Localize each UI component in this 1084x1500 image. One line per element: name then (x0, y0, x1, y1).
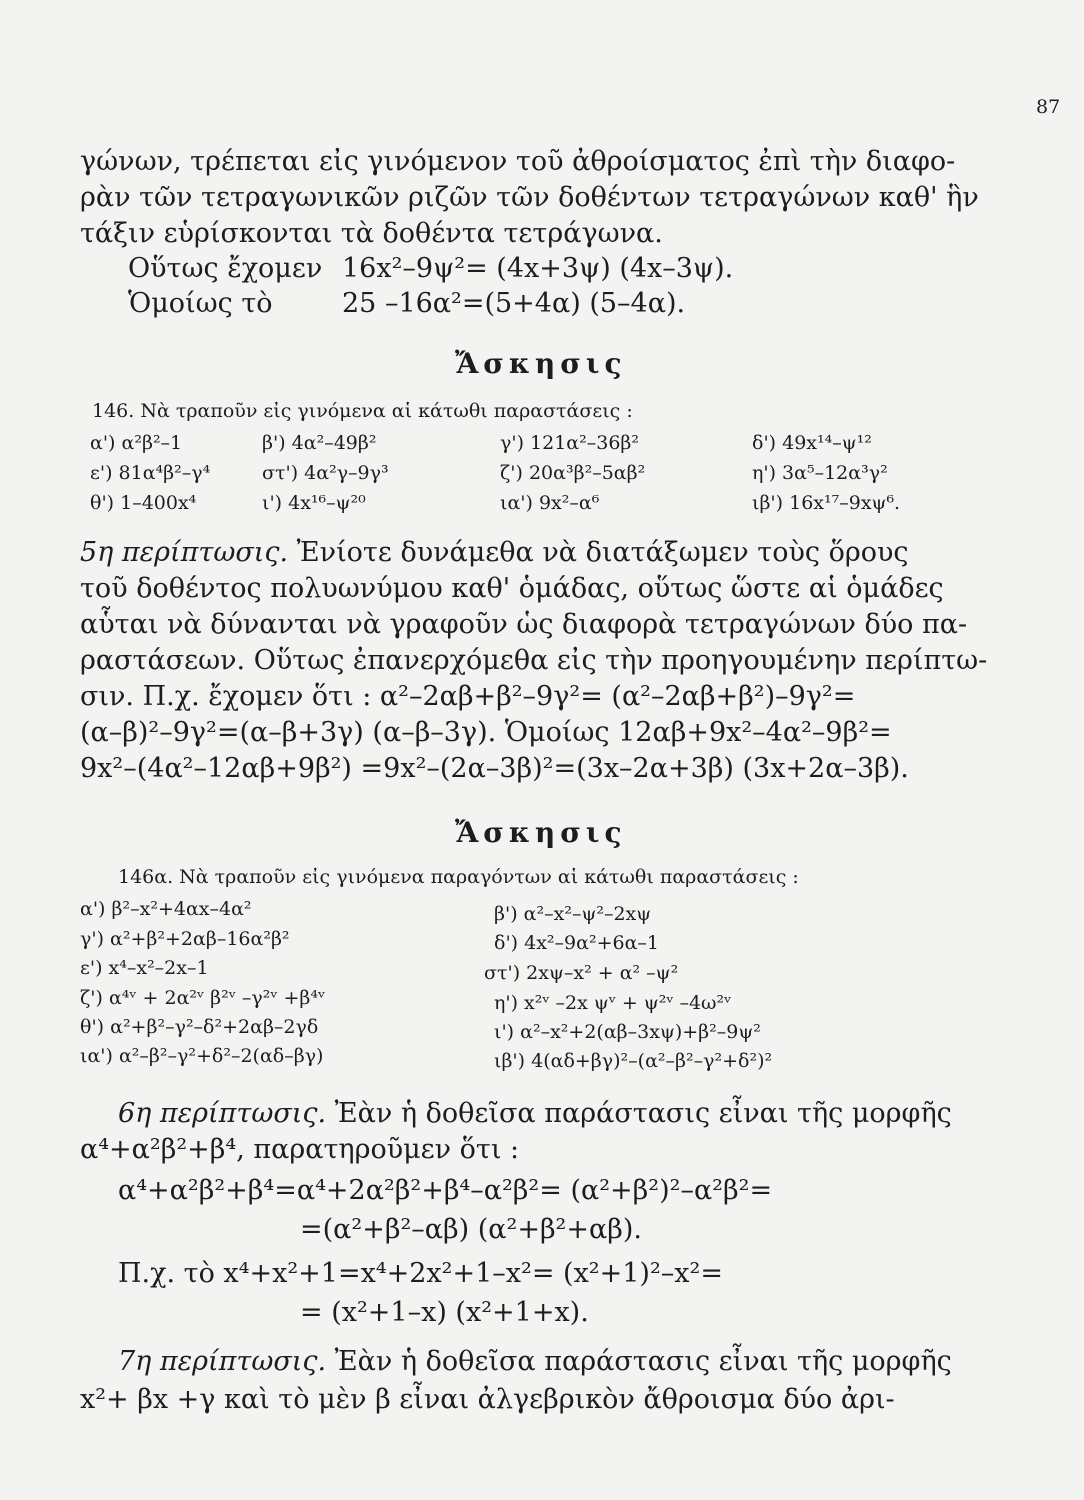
case-first-line (118, 1346, 952, 1377)
exercise-item: α') β²–x²+4αx–4α² (80, 898, 252, 920)
text-line: Ἐὰν ἡ δοθεῖσα παράστασις εἶναι τῆς μορφῆς (326, 1098, 952, 1129)
formula-line: = (x²+1–x) (x²+1+x). (300, 1297, 589, 1328)
text-line: Ἐνίοτε δυνάμεθα νὰ διατάξωμεν τοὺς ὅρους (288, 537, 909, 568)
exercise-item: β') 4α²–49β² (262, 432, 377, 454)
formula-line: Π.χ. τὸ x⁴+x²+1=x⁴+2x²+1–x²= (x²+1)²–x²= (118, 1258, 723, 1289)
text-line: (α–β)²–9γ²=(α–β+3γ) (α–β–3γ). Ὁμοίως 12αβ+9x²–4α²–9β²= (80, 717, 892, 748)
text-line: τάξιν εὑρίσκονται τὰ δοθέντα τετράγωνα. (80, 218, 663, 249)
text-line: τοῦ δοθέντος πολυωνύμου καθ' ὁμάδας, οὕτως ὥστε αἱ ὁμάδες (80, 573, 944, 604)
exercise-item: γ') α²+β²+2αβ–16α²β² (80, 928, 290, 950)
case-title: 5η περίπτωσις. (80, 537, 289, 568)
exercise-item: α') α²β²–1 (90, 432, 183, 454)
text-line: ραστάσεων. Οὕτως ἐπανερχόμεθα εἰς τὴν προηγουμένην περίπτω- (80, 645, 988, 676)
example-formula: 16x²–9ψ²= (4x+3ψ) (4x–3ψ). (342, 253, 734, 284)
exercise-item: η') x²ᵛ –2x ψᵛ + ψ²ᵛ –4ω²ᵛ (494, 992, 732, 1014)
exercise-item: ι') α²–x²+2(αβ–3xψ)+β²–9ψ² (494, 1021, 761, 1043)
text-line: Ἐὰν ἡ δοθεῖσα παράστασις εἶναι τῆς μορφῆς (326, 1346, 952, 1377)
exercise-intro: 146. Νὰ τραποῦν εἰς γινόμενα αἱ κάτωθι παραστάσεις : (92, 400, 633, 422)
exercise-item: στ') 2xψ–x² + α² –ψ² (484, 962, 679, 984)
example-formula: 25 –16α²=(5+4α) (5–4α). (342, 288, 686, 319)
exercise-item: ιβ') 4(αδ+βγ)²–(α²–β²–γ²+δ²)² (494, 1050, 773, 1072)
exercise-item: ι') 4x¹⁶–ψ²⁰ (262, 492, 366, 514)
example-label: Ὁμοίως τὸ (128, 288, 273, 319)
case-first-line (80, 537, 908, 568)
page-number: 87 (1036, 96, 1061, 118)
case-first-line (118, 1098, 952, 1129)
exercise-item: ε') 81α⁴β²–γ⁴ (90, 462, 211, 484)
exercise-item: θ') 1–400x⁴ (90, 492, 197, 514)
text-line: x²+ βx +γ καὶ τὸ μὲν β εἶναι ἀλγεβρικὸν ἄθροισμα δύο ἀρι- (80, 1384, 895, 1415)
example-label: Οὕτως ἔχομεν (128, 253, 323, 284)
exercise-item: ε') x⁴–x²–2x–1 (80, 957, 209, 979)
exercise-item: δ') 4x²–9α²+6α–1 (494, 932, 659, 954)
text-line: ρὰν τῶν τετραγωνικῶν ριζῶν τῶν δοθέντων τετραγώνων καθ' ἣν (80, 182, 979, 213)
exercise-heading: Ἄσκησις (455, 816, 627, 849)
exercise-item: β') α²–x²–ψ²–2xψ (494, 903, 652, 925)
exercise-item: στ') 4α²γ–9γ³ (262, 462, 389, 484)
text-line: γώνων, τρέπεται εἰς γινόμενον τοῦ ἀθροίσματος ἐπὶ τὴν διαφο- (80, 146, 956, 177)
exercise-item: ια') 9x²–α⁶ (500, 492, 600, 514)
case-title: 7η περίπτωσις. (118, 1346, 327, 1377)
exercise-item: ιβ') 16x¹⁷–9xψ⁶. (752, 492, 901, 514)
exercise-item: γ') 121α²–36β² (500, 432, 640, 454)
exercise-item: ια') α²–β²–γ²+δ²–2(αδ–βγ) (80, 1045, 324, 1067)
exercise-item: η') 3α⁵–12α³γ² (752, 462, 888, 484)
formula-line: =(α²+β²–αβ) (α²+β²+αβ). (300, 1214, 642, 1245)
text-line: α⁴+α²β²+β⁴, παρατηροῦμεν ὅτι : (80, 1134, 520, 1165)
exercise-item: ζ') α⁴ᵛ + 2α²ᵛ β²ᵛ –γ²ᵛ +β⁴ᵛ (80, 987, 326, 1009)
formula-line: α⁴+α²β²+β⁴=α⁴+2α²β²+β⁴–α²β²= (α²+β²)²–α²β²= (118, 1175, 773, 1206)
exercise-heading: Ἄσκησις (455, 347, 627, 380)
exercise-item: θ') α²+β²–γ²–δ²+2αβ–2γδ (80, 1016, 319, 1038)
text-line: 9x²–(4α²–12αβ+9β²) =9x²–(2α–3β)²=(3x–2α+3β) (3x+2α–3β). (80, 753, 909, 784)
exercise-item: ζ') 20α³β²–5αβ² (500, 462, 646, 484)
text-line: σιν. Π.χ. ἔχομεν ὅτι : α²–2αβ+β²–9γ²= (α²–2αβ+β²)–9γ²= (80, 681, 856, 712)
text-line: αὗται νὰ δύνανται νὰ γραφοῦν ὡς διαφορὰ τετραγώνων δύο πα- (80, 609, 968, 640)
exercise-intro: 146α. Νὰ τραποῦν εἰς γινόμενα παραγόντων αἱ κάτωθι παραστάσεις : (118, 866, 799, 888)
case-title: 6η περίπτωσις. (118, 1098, 327, 1129)
exercise-item: δ') 49x¹⁴–ψ¹² (752, 432, 872, 454)
